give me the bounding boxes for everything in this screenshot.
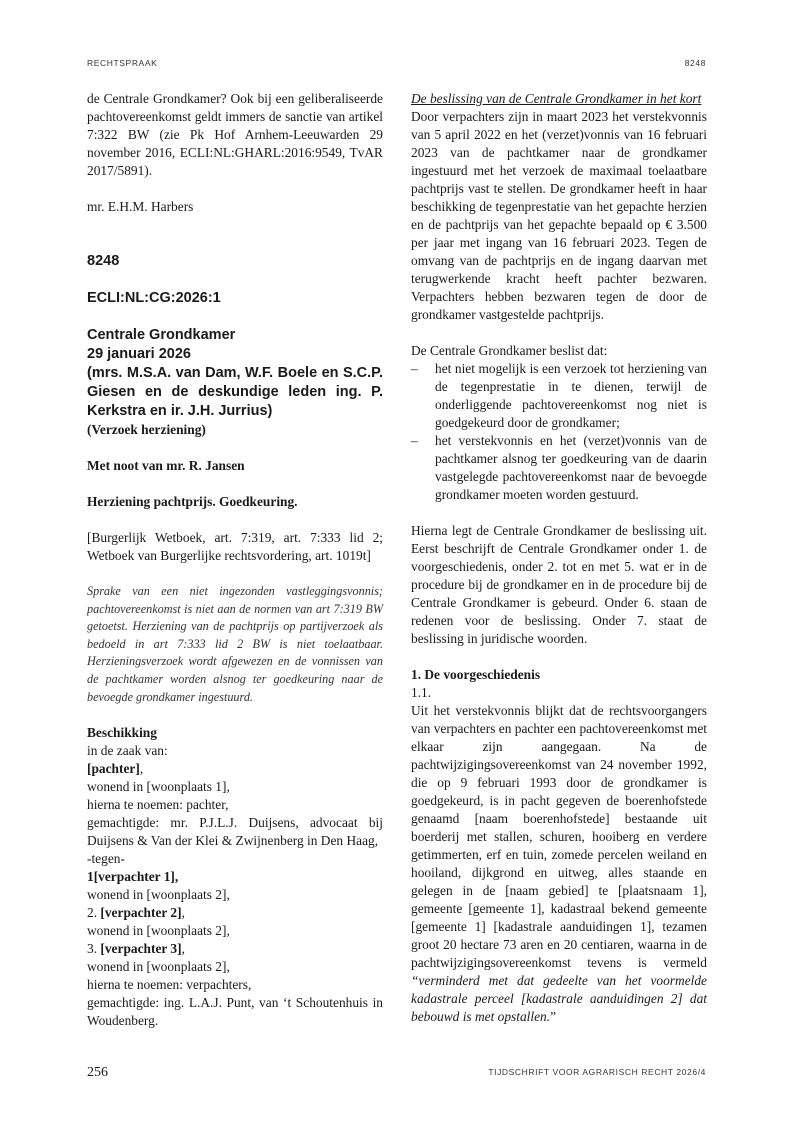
decision-list xyxy=(411,360,707,504)
beschikking-title: Beschikking xyxy=(87,725,157,741)
v2-residence: wonend in [woonplaats 2], xyxy=(87,923,230,939)
case-block xyxy=(87,326,383,439)
annotator-signature: mr. E.H.M. Harbers xyxy=(87,199,194,214)
page-number: 256 xyxy=(87,1065,108,1080)
paragraph-1-1-text: Uit het verstekvonnis blijkt dat de rechtsvoorgangers van verpachters en pachter een pachtovereenkomst met elkaar zijn aangegaan. Na de pachtwijzigingsovereenkomst van 24 november 1992, die op 9 februari 1993 door de grondkamer is goedgekeurd, is in pacht gegeven de boerenhofstede genaamd [naam boerenhofstede] bestaande uit boerderij met stallen, schuren, hooiberg en verdere getimmerten, erf en tuin, zomede percelen weiland en hooiland, dijkgrond en uitweg, alles staande en gelegen in de [naam gebied] te [plaatsnaam 1], gemeente [gemeente 1], kadastraal bekend gemeente [gemeente 1] [kadastrale aanduidingen 1], tezamen groot 20 hectare 73 aren en 20 centiaren, waarna in de pachtwijzigingsovereenkomst tevens is vermeld xyxy=(411,703,707,970)
note-author: Met noot van mr. R. Jansen xyxy=(87,458,245,473)
party-verpachter-3 xyxy=(87,940,383,958)
beschikking-block xyxy=(87,724,383,1030)
intro-paragraph: de Centrale Grondkamer? Ook bij een geliberaliseerde pachtovereenkomst geldt immers de sanctie van artikel 7:322 BW (zie Pk Hof Arnhem-Leeuwarden 29 november 2016, ECLI:NL:GHARL:2016:9549, TvAR 2017/5891). xyxy=(87,91,383,178)
v1-residence: wonend in [woonplaats 2], xyxy=(87,887,230,903)
decision-item: – het verstekvonnis en het (verzet)vonnis van de pachtkamer alsnog ter goedkeuring van de daarin vastgelegde pachtovereenkomst naar de bevoegde grondkamer moeten worden gestuurd. xyxy=(411,432,707,504)
v3-residence: wonend in [woonplaats 2], xyxy=(87,959,230,975)
subsection-number: 1.1. xyxy=(411,685,432,700)
v1-name: [verpachter 1], xyxy=(93,869,179,885)
pachter-alias: hierna te noemen: pachter, xyxy=(87,797,229,813)
decision-item: – het niet mogelijk is een verzoek tot herziening van de tegenprestatie in te dienen, terwijl de onderliggende pachtovereenkomst nog niet is goedgekeurd door de grondkamer; xyxy=(411,360,707,432)
v1-number: 1 xyxy=(87,869,94,885)
v3-number: 3. xyxy=(87,941,98,957)
paragraph-1-1-quote: “verminderd met dat gedeelte van het voormelde kadastrale perceel [kadastrale aanduidingen 2] dat bebouwd is met opstallen. xyxy=(411,973,707,1024)
pachter-representative: gemachtigde: mr. P.J.L.J. Duijsens, advocaat bij Duijsens & Van der Klei & Zwijnenberg in Den Haag, xyxy=(87,815,383,849)
left-column xyxy=(87,90,383,1030)
court-name: Centrale Grondkamer xyxy=(87,327,236,343)
paragraph-1-1 xyxy=(411,702,707,1026)
ecli-identifier: ECLI:NL:CG:2026:1 xyxy=(87,290,221,306)
explanation-paragraph: Hierna legt de Centrale Grondkamer de beslissing uit. Eerst beschrijft de Centrale Grondkamer onder 1. de voorgeschiedenis, onder 2. tot en met 5. wat er in de procedure bij de grondkamer en in de procedure bij de Centrale Grondkamer is gebeurd. Onder 6. staan de redenen voor de beslissing. Onder 7. staat de beslissing in juridische woorden. xyxy=(411,523,707,646)
heading-voorgeschiedenis: 1. De voorgeschiedenis xyxy=(411,667,541,682)
section-paragraph: Door verpachters zijn in maart 2023 het verstekvonnis van 5 april 2022 en het (verzet)vonnis van 16 februari 2023 van de pachtkamer naar de grondkamer ingestuurd met het verzoek de maximaal toelaatbare pachtprijs vast te stellen. De grondkamer heeft in haar beschikking de tegenprestatie van het gepachte herzien en de pachtprijs van het gepachte bepaald op € 3.500 per jaar met ingang van 16 februari 2023. Tegen de omvang van de pachtprijs en de ingang daarvan met terugwerkende kracht heeft pachter bezwaren. Verpachters hebben bezwaren tegen de door de grondkamer vastgestelde pachtprijs. xyxy=(411,109,707,322)
right-column xyxy=(411,90,707,1026)
verpachters-alias: hierna te noemen: verpachters, xyxy=(87,977,252,993)
legislation-reference: [Burgerlijk Wetboek, art. 7:319, art. 7:333 lid 2; Wetboek van Burgerlijke rechtsvordering, art. 1019t] xyxy=(87,530,383,563)
v2-name: [verpachter 2] xyxy=(100,905,182,921)
party-pachter xyxy=(87,760,383,778)
v2-suffix: , xyxy=(181,905,185,921)
party-verpachter-2 xyxy=(87,904,383,922)
v3-suffix: , xyxy=(181,941,185,957)
request-type: (Verzoek herziening) xyxy=(87,422,206,437)
pachter-residence: wonend in [woonplaats 1], xyxy=(87,779,230,795)
section-title: De beslissing van de Centrale Grondkamer in het kort xyxy=(411,91,702,106)
judges: (mrs. M.S.A. van Dam, W.F. Boele en S.C.P. Giesen en de deskundige leden ing. P. Kerkstra en ir. J.H. Jurrius) xyxy=(87,365,383,419)
running-header-right: 8248 xyxy=(684,58,706,68)
in-de-zaak: in de zaak van: xyxy=(87,743,168,759)
v2-number: 2. xyxy=(87,905,98,921)
case-number: 8248 xyxy=(87,253,120,269)
running-header-left: RECHTSPRAAK xyxy=(87,58,158,68)
case-summary: Sprake van een niet ingezonden vastleggingsvonnis; pachtovereenkomst is niet aan de normen van art 7:319 BW getoetst. Herziening van de pachtprijs op partijverzoek als bedoeld in art 7:333 lid 2 BW is niet toelaatbaar. Herzieningsverzoek wordt afgewezen en de vonnissen van de pachtkamer worden alsnog ter goedkeuring naar de bevoegde grondkamer ingestuurd. xyxy=(87,584,383,704)
decision-date: 29 januari 2026 xyxy=(87,346,191,362)
paragraph-1-1-end: ” xyxy=(550,1009,557,1024)
pachter-name: [pachter] xyxy=(87,761,140,777)
party-verpachter-1 xyxy=(87,868,383,886)
v3-name: [verpachter 3] xyxy=(100,941,182,957)
tegen: -tegen- xyxy=(87,851,125,867)
verpachters-representative: gemachtigde: ing. L.A.J. Punt, van ‘t Schoutenhuis in Woudenberg. xyxy=(87,995,383,1029)
case-keywords: Herziening pachtprijs. Goedkeuring. xyxy=(87,494,298,509)
journal-title: TIJDSCHRIFT VOOR AGRARISCH RECHT 2026/4 xyxy=(488,1067,706,1077)
decision-intro: De Centrale Grondkamer beslist dat: xyxy=(411,343,608,358)
pachter-suffix: , xyxy=(139,761,144,777)
